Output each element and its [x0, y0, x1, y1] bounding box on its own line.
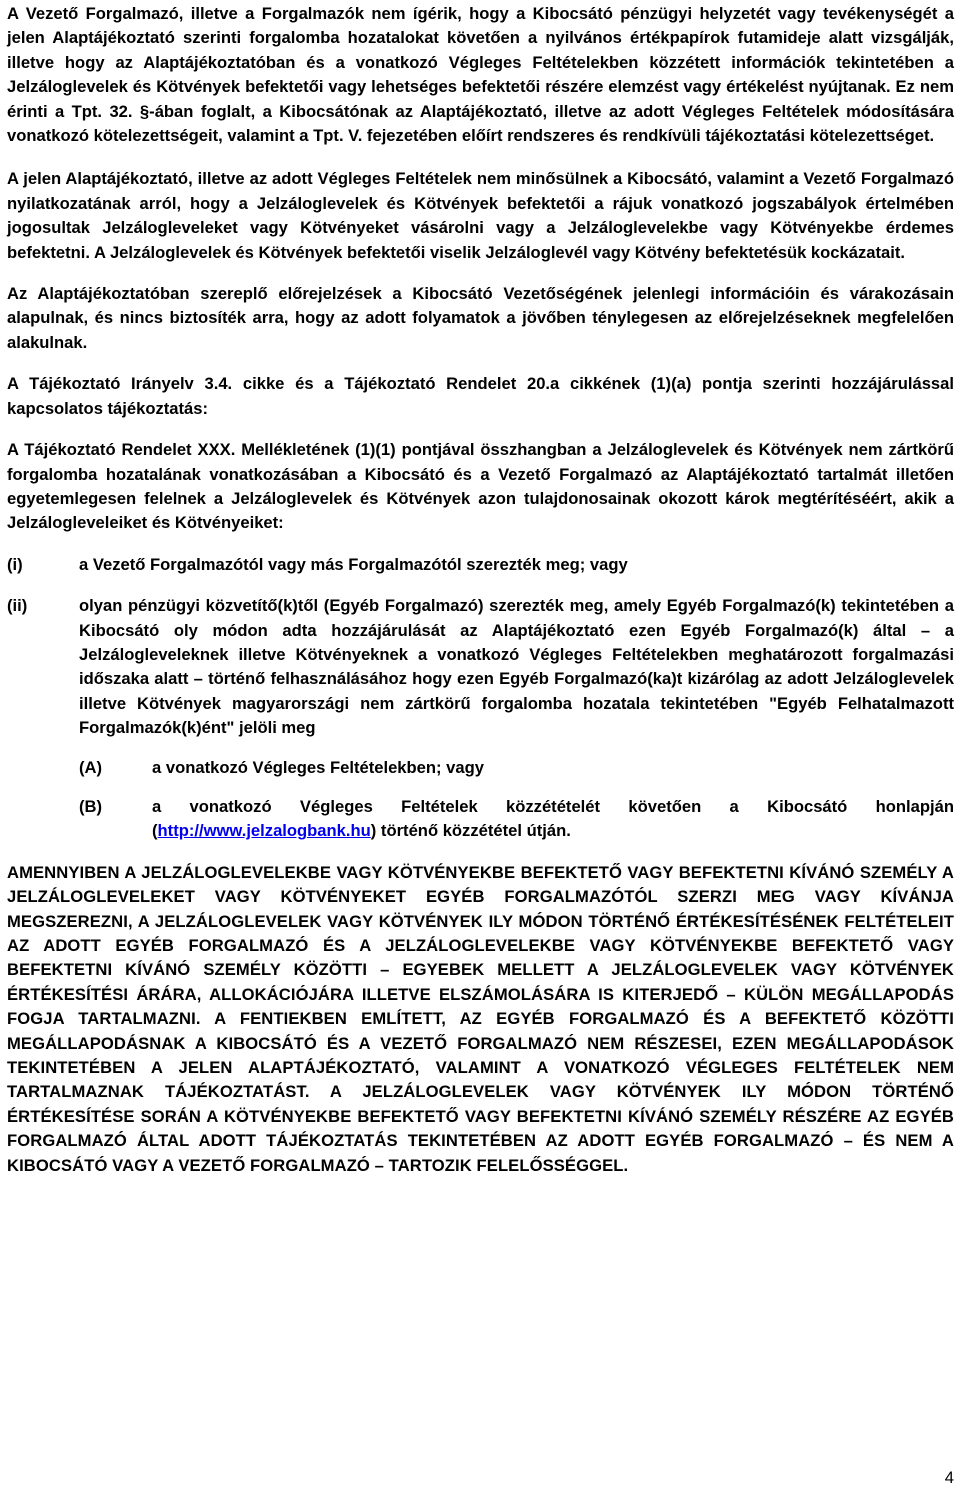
- website-link[interactable]: http://www.jelzalogbank.hu: [157, 821, 371, 841]
- paragraph-caps-notice: AMENNYIBEN A JELZÁLOGLEVELEKBE VAGY KÖTVÉNYEKBE BEFEKTETŐ VAGY BEFEKTETNI KÍVÁNÓ SZEMÉLY A JELZÁLOGLEVELEKET VAGY KÖTVÉNYEKET EGYÉB FORGALMAZÓTÓL SZERZI MEG VAGY KÍVÁNJA MEGSZEREZNI, A JELZÁLOGLEVELEK VAGY KÖTVÉNYEK ILY MÓDON TÖRTÉNŐ ÉRTÉKESÍTÉSÉNEK FELTÉTELEIT AZ ADOTT EGYÉB FORGALMAZÓ ÉS A JELZÁLOGLEVELEKBE VAGY KÖTVÉNYEKBE BEFEKTETŐ VAGY BEFEKTETNI KÍVÁNÓ SZEMÉLY KÖZÖTTI – EGYEBEK MELLETT A JELZÁLOGLEVELEK VAGY KÖTVÉNYEK ÉRTÉKESÍTÉSI ÁRÁRA, ALLOKÁCIÓJÁRA ILLETVE ELSZÁMOLÁSÁRA IS KITERJEDŐ – KÜLÖN MEGÁLLAPODÁS FOGJA TARTALMAZNI. A FENTIEKBEN EMLÍTETT, AZ EGYÉB FORGALMAZÓ ÉS A BEFEKTETŐ KÖZÖTTI MEGÁLLAPODÁSNAK A KIBOCSÁTÓ ÉS A VEZETŐ FORGALMAZÓ NEM RÉSZESEI, EZEN MEGÁLLAPODÁSOK TEKINTETÉBEN A JELEN ALAPTÁJÉKOZTATÓ, VALAMINT A VONATKOZÓ VÉGLEGES FELTÉTELEK NEM TARTALMAZNAK TÁJÉKOZTATÁST. A JELZÁLOGLEVELEK VAGY KÖTVÉNYEK ILY MÓDON TÖRTÉNŐ ÉRTÉKESÍTÉSE SORÁN A KÖTVÉNYEKBE BEFEKTETŐ VAGY BEFEKTETNI KÍVÁNÓ SZEMÉLY RÉSZÉRE AZ EGYÉB FORGALMAZÓ ÁLTAL ADOTT TÁJÉKOZTATÁS TEKINTETÉBEN AZ ADOTT EGYÉB FORGALMAZÓ – ÉS NEM A KIBOCSÁTÓ VAGY A VEZETŐ FORGALMAZÓ – TARTOZIK FELELŐSSÉGGEL.: [7, 862, 954, 1175]
- sub-list-item: [79, 756, 954, 780]
- list-marker: (A): [79, 757, 103, 777]
- paragraph-analysis-disclaimer: A Vezető Forgalmazó, illetve a Forgalmazók nem ígérik, hogy a Kibocsátó pénzügyi helyzetét vagy tevékenységét a jelen Alaptájékoztató szerinti forgalomba hozatalokat követően a nyilvános értékpapírok futamideje alatt vizsgálják, illetve hogy az Alaptájékoztatóban és a vonatkozó Végleges Feltételekben közzétett információk tekintetében a Jelzáloglevelek és Kötvények befektetői vagy lehetséges befektetői részére elemzést vagy értékelést nyújtanak. Ez nem érinti a Tpt. 32. §-ában foglalt, a Kibocsátónak az Alaptájékoztató, illetve az adott Végleges Feltételek módosítására vonatkozó kötelezettségeit, valamint a Tpt. V. fejezetében előírt rendszeres és rendkívüli tájékoztatási kötelezettséget.: [7, 4, 954, 146]
- list-item-text-before: a vonatkozó Végleges Feltételek közzétételét követően a Kibocsátó honlapján (: [152, 796, 954, 841]
- document-page: [7, 2, 954, 1178]
- list-item: [7, 594, 954, 740]
- paragraph-investor-eligibility: A jelen Alaptájékoztató, illetve az adott Végleges Feltételek nem minősülnek a Kibocsátó, valamint a Vezető Forgalmazó nyilatkozatának arról, hogy a Jelzáloglevelek és Kötvények befektetői a rájuk vonatkozó jogszabályok értelmében jogosultak Jelzálogleveleket vagy Kötvényeket vásárolni vagy a Jelzáloglevelekbe vagy Kötvényekbe érdemes befektetni. A Jelzáloglevelek és Kötvények befektetői viselik Jelzáloglevél vagy Kötvény befektetésük kockázatait.: [7, 169, 954, 262]
- paragraph-liability: A Tájékoztató Rendelet XXX. Mellékletének (1)(1) pontjával összhangban a Jelzáloglevelek és Kötvények nem zártkörű forgalomba hozatalának vonatkozásában a Kibocsátó és a Vezető Forgalmazó az Alaptájékoztató tartalmát illetően egyetemlegesen felelnek a Jelzáloglevelek és Kötvények azon tulajdonosainak okozott károk megtérítéséért, akik a Jelzálogleveleiket és Kötvényeiket:: [7, 440, 954, 533]
- list-item: [7, 553, 954, 577]
- list-marker: (B): [79, 796, 103, 816]
- list-item-text: [152, 795, 954, 844]
- list-item-text-after: ) történő közzététel útján.: [370, 821, 571, 841]
- list-item-text: a vonatkozó Végleges Feltételekben; vagy: [152, 757, 484, 777]
- paragraph-consent-heading: A Tájékoztató Irányelv 3.4. cikke és a Tájékoztató Rendelet 20.a cikkének (1)(a) pontja szerinti hozzájárulással kapcsolatos tájékoztatás:: [7, 374, 954, 418]
- list-item-text: a Vezető Forgalmazótól vagy más Forgalmazótól szerezték meg; vagy: [79, 554, 628, 574]
- page-number: 4: [944, 1468, 954, 1487]
- list-item-text: olyan pénzügyi közvetítő(k)től (Egyéb Forgalmazó) szerezték meg, amely Egyéb Forgalmazó(k) tekintetében a Kibocsátó oly módon adta hozzájárulását az Alaptájékoztató ezen Egyéb Forgalmazó(k) által – a Jelzálogleveleknek illetve Kötvényeknek a vonatkozó Végleges Feltételekben meghatározott forgalmazási időszaka alatt – történő felhasználásához hogy ezen Egyéb Forgalmazó(ka)t kizárólag az adott Jelzáloglevelek illetve Kötvények magyarországi nem zártkörű forgalomba hozatala tekintetében "Egyéb Felhatalmazott Forgalmazók(k)ént" jelöli meg: [79, 596, 954, 738]
- paragraph-forward-looking: Az Alaptájékoztatóban szereplő előrejelzések a Kibocsátó Vezetőségének jelenlegi információin és várakozásain alapulnak, és nincs biztosíték arra, hogy az adott folyamatok a jövőben ténylegesen az előrejelzéseknek megfelelően alakulnak.: [7, 284, 954, 352]
- list-marker: (ii): [7, 596, 28, 616]
- list-marker: (i): [7, 554, 23, 574]
- sub-list-item: [79, 795, 954, 844]
